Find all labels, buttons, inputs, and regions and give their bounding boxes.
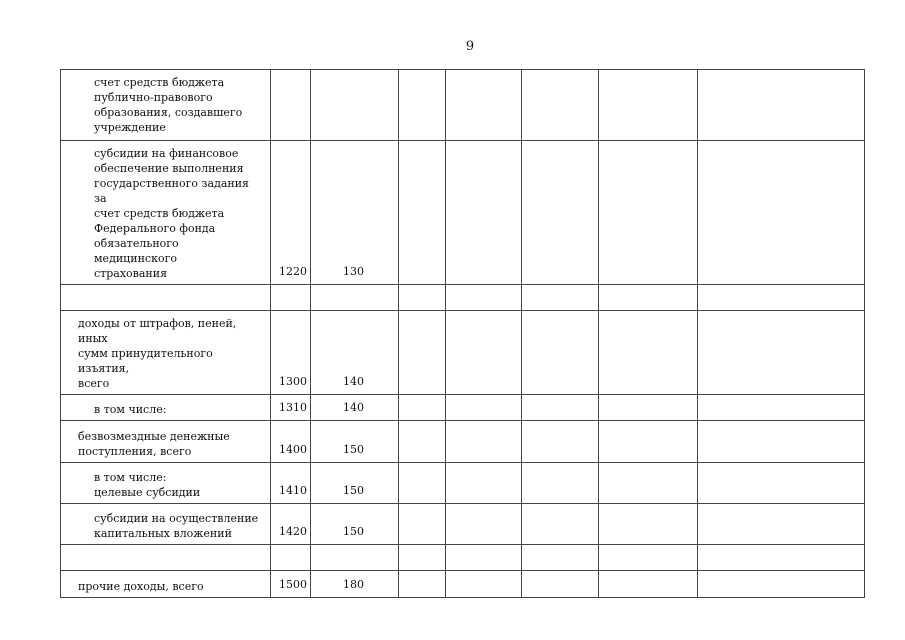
empty-cell: [399, 395, 446, 421]
empty-cell: [522, 311, 599, 395]
table-row: [61, 285, 865, 311]
row-name-cell: [61, 504, 271, 545]
row-name: прочие доходы, всего: [78, 580, 204, 593]
row-name-cell: [61, 141, 271, 285]
row-code-cell: [271, 285, 311, 311]
empty-cell: [698, 311, 865, 395]
empty-cell: [399, 70, 446, 141]
empty-cell: [698, 571, 865, 598]
row-name-cell: [61, 421, 271, 463]
empty-cell: [599, 545, 698, 571]
row-kosgu-cell: [311, 545, 399, 571]
row-name: в том числе:: [94, 403, 167, 416]
empty-cell: [446, 141, 522, 285]
empty-cell: [446, 311, 522, 395]
row-code-cell: [271, 545, 311, 571]
empty-cell: [446, 545, 522, 571]
row-code-cell: 1300: [271, 311, 311, 395]
row-kosgu-cell: 130: [311, 141, 399, 285]
empty-cell: [446, 395, 522, 421]
row-kosgu-cell: 150: [311, 421, 399, 463]
row-code-cell: 1420: [271, 504, 311, 545]
row-name: субсидии на финансовое обеспечение выполнения государственного задания за счет средств бюджета Федерального фонда обязательного медицинского страхования: [94, 147, 249, 280]
empty-cell: [698, 504, 865, 545]
financial-table: [60, 69, 865, 598]
table-row: [61, 504, 865, 545]
empty-cell: [399, 463, 446, 504]
row-name-cell: [61, 70, 271, 141]
empty-cell: [399, 421, 446, 463]
row-code-cell: 1400: [271, 421, 311, 463]
empty-cell: [522, 545, 599, 571]
row-code-cell: [271, 70, 311, 141]
empty-cell: [446, 70, 522, 141]
table-row: [61, 545, 865, 571]
row-code-cell: 1220: [271, 141, 311, 285]
empty-cell: [522, 285, 599, 311]
empty-cell: [599, 504, 698, 545]
table-row: [61, 571, 865, 598]
empty-cell: [599, 285, 698, 311]
empty-cell: [399, 285, 446, 311]
row-kosgu-cell: 180: [311, 571, 399, 598]
table-row: [61, 141, 865, 285]
row-name: безвозмездные денежные поступления, всего: [78, 430, 230, 458]
empty-cell: [399, 504, 446, 545]
row-name: в том числе: целевые субсидии: [94, 471, 201, 499]
table-row: [61, 70, 865, 141]
empty-cell: [522, 141, 599, 285]
empty-cell: [399, 141, 446, 285]
row-name: субсидии на осуществление капитальных вложений: [94, 512, 259, 540]
row-kosgu-cell: 140: [311, 395, 399, 421]
empty-cell: [698, 70, 865, 141]
row-kosgu-cell: [311, 70, 399, 141]
empty-cell: [599, 311, 698, 395]
row-name-cell: [61, 285, 271, 311]
empty-cell: [599, 463, 698, 504]
empty-cell: [698, 141, 865, 285]
table-row: [61, 395, 865, 421]
table-row: [61, 463, 865, 504]
empty-cell: [446, 504, 522, 545]
empty-cell: [522, 463, 599, 504]
empty-cell: [399, 311, 446, 395]
empty-cell: [599, 395, 698, 421]
row-name: счет средств бюджета публично-правового образования, создавшего учреждение: [94, 76, 243, 134]
empty-cell: [599, 141, 698, 285]
empty-cell: [446, 285, 522, 311]
empty-cell: [599, 571, 698, 598]
row-name-cell: [61, 463, 271, 504]
empty-cell: [698, 463, 865, 504]
row-kosgu-cell: 140: [311, 311, 399, 395]
row-kosgu-cell: 150: [311, 463, 399, 504]
row-name-cell: [61, 545, 271, 571]
empty-cell: [399, 571, 446, 598]
empty-cell: [399, 545, 446, 571]
empty-cell: [522, 395, 599, 421]
row-code-cell: 1310: [271, 395, 311, 421]
table-row: [61, 311, 865, 395]
empty-cell: [599, 421, 698, 463]
row-kosgu-cell: 150: [311, 504, 399, 545]
row-code-cell: 1410: [271, 463, 311, 504]
empty-cell: [446, 463, 522, 504]
page-number: 9: [465, 39, 475, 54]
empty-cell: [698, 421, 865, 463]
row-name-cell: [61, 571, 271, 598]
empty-cell: [599, 70, 698, 141]
row-name: доходы от штрафов, пеней, иных сумм принудительного изъятия, всего: [78, 317, 237, 390]
empty-cell: [522, 571, 599, 598]
empty-cell: [446, 571, 522, 598]
row-name-cell: [61, 395, 271, 421]
empty-cell: [522, 421, 599, 463]
row-kosgu-cell: [311, 285, 399, 311]
empty-cell: [522, 504, 599, 545]
empty-cell: [446, 421, 522, 463]
empty-cell: [698, 545, 865, 571]
table-row: [61, 421, 865, 463]
empty-cell: [698, 395, 865, 421]
row-name-cell: [61, 311, 271, 395]
row-code-cell: 1500: [271, 571, 311, 598]
empty-cell: [522, 70, 599, 141]
empty-cell: [698, 285, 865, 311]
